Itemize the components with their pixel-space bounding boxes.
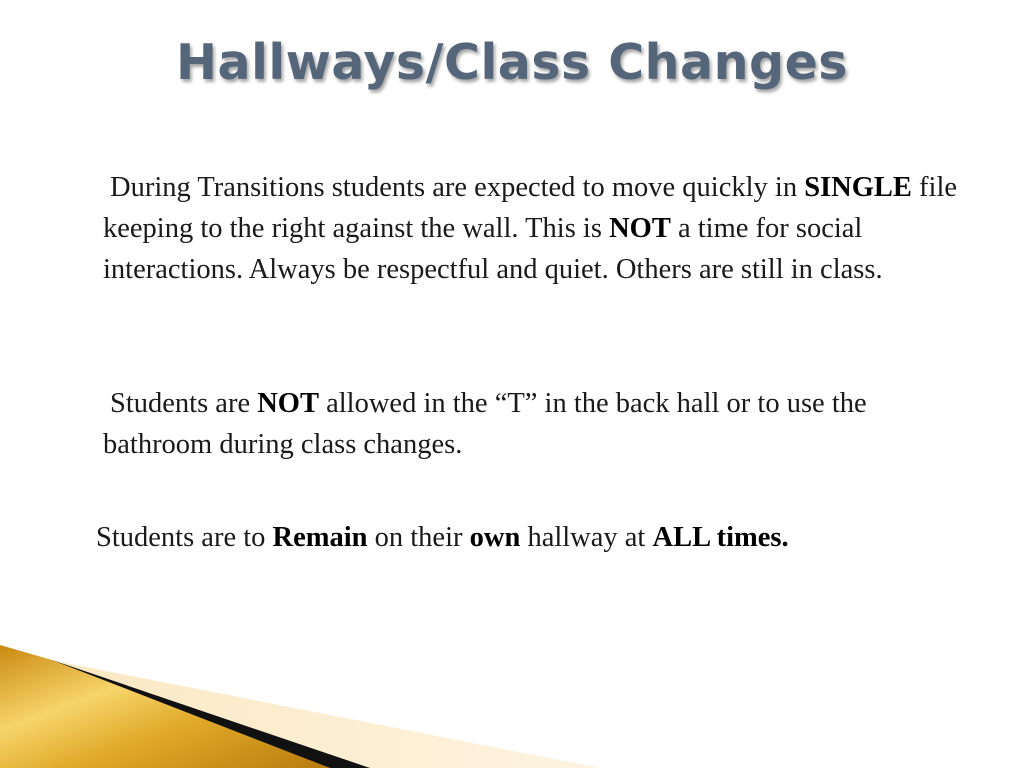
- text: on their: [367, 522, 470, 553]
- paragraph-back-hall: [103, 383, 963, 465]
- emphasis-remain: Remain: [272, 522, 368, 553]
- text: file keeping to the right against the wall. This is: [103, 172, 958, 244]
- gold-wedge: [0, 645, 330, 768]
- paragraph-transitions: [103, 167, 963, 290]
- text: allowed in the “T” in the back hall or to use the bathroom during class changes.: [103, 388, 867, 460]
- text: Students are: [110, 388, 258, 419]
- emphasis-all-times: ALL times.: [652, 522, 789, 553]
- slide-title: Hallways/Class Changes: [176, 34, 848, 91]
- emphasis-not: NOT: [257, 388, 319, 419]
- black-stripe: [40, 660, 370, 768]
- text: Students are to: [96, 522, 273, 553]
- text: hallway at: [520, 522, 653, 553]
- emphasis-own: own: [469, 522, 521, 553]
- emphasis-not: NOT: [609, 213, 671, 244]
- text: During Transitions students are expected to move quickly in: [110, 172, 805, 203]
- emphasis-single: SINGLE: [804, 172, 912, 203]
- paragraph-remain-hallway: [96, 517, 963, 558]
- cream-wedge: [60, 662, 600, 768]
- text: a time for social interactions. Always be respectful and quiet. Others are still in class.: [103, 213, 883, 285]
